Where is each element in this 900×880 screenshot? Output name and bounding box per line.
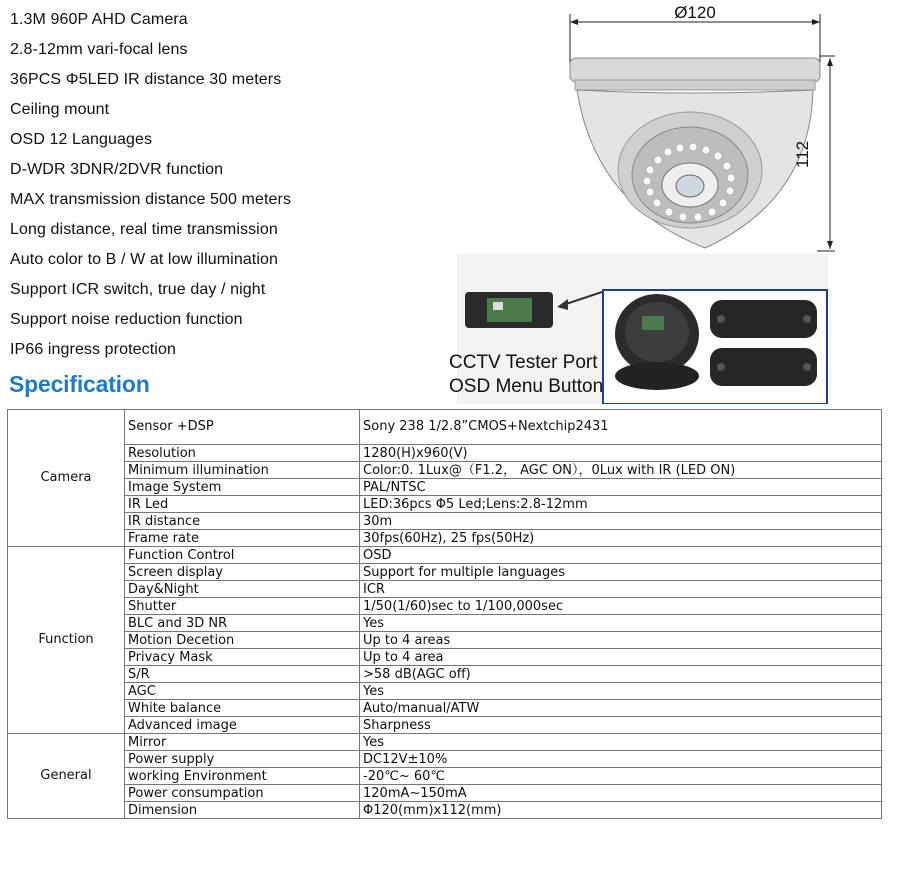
spec-row bbox=[8, 530, 882, 547]
photo-caption bbox=[449, 351, 603, 399]
spec-row bbox=[8, 564, 882, 581]
feature-item: Ceiling mount bbox=[10, 101, 110, 118]
spec-group-camera: Camera bbox=[8, 410, 125, 547]
specification-heading: Specification bbox=[9, 371, 150, 397]
camera-dimension-drawing bbox=[555, 0, 865, 255]
spec-row bbox=[8, 649, 882, 666]
feature-item: Support noise reduction function bbox=[10, 311, 243, 328]
spec-row bbox=[8, 581, 882, 598]
spec-parameter: Frame rate bbox=[125, 530, 360, 547]
spec-row bbox=[8, 683, 882, 700]
feature-list bbox=[10, 10, 430, 370]
feature-item: 1.3M 960P AHD Camera bbox=[10, 11, 188, 28]
spec-parameter: Motion Decetion bbox=[125, 632, 360, 649]
spec-row bbox=[8, 751, 882, 768]
spec-value: Auto/manual/ATW bbox=[360, 700, 882, 717]
spec-parameter: Advanced image bbox=[125, 717, 360, 734]
feature-item: D-WDR 3DNR/2DVR function bbox=[10, 161, 224, 178]
spec-row bbox=[8, 734, 882, 751]
spec-parameter: BLC and 3D NR bbox=[125, 615, 360, 632]
spec-value: 30fps(60Hz), 25 fps(50Hz) bbox=[360, 530, 882, 547]
spec-row bbox=[8, 598, 882, 615]
feature-item: Long distance, real time transmission bbox=[10, 221, 278, 238]
spec-group-general: General bbox=[8, 734, 125, 819]
spec-value: 120mA~150mA bbox=[360, 785, 882, 802]
spec-parameter: Image System bbox=[125, 479, 360, 496]
spec-value: Sharpness bbox=[360, 717, 882, 734]
spec-value: Up to 4 area bbox=[360, 649, 882, 666]
spec-value: OSD bbox=[360, 547, 882, 564]
spec-parameter: White balance bbox=[125, 700, 360, 717]
feature-item: IP66 ingress protection bbox=[10, 341, 176, 358]
caption-tester-port: CCTV Tester Port bbox=[449, 352, 598, 373]
spec-parameter: Minimum illumination bbox=[125, 462, 360, 479]
spec-value: >58 dB(AGC off) bbox=[360, 666, 882, 683]
feature-item: MAX transmission distance 500 meters bbox=[10, 191, 292, 208]
caption-osd-menu-button: OSD Menu Button bbox=[449, 376, 604, 397]
spec-parameter: S/R bbox=[125, 666, 360, 683]
height-label: 112 bbox=[793, 140, 812, 168]
feature-item: 2.8-12mm vari-focal lens bbox=[10, 41, 188, 58]
spec-row bbox=[8, 632, 882, 649]
spec-row bbox=[8, 717, 882, 734]
spec-value: 30m bbox=[360, 513, 882, 530]
spec-parameter: Day&Night bbox=[125, 581, 360, 598]
spec-value: PAL/NTSC bbox=[360, 479, 882, 496]
spec-row bbox=[8, 802, 882, 819]
spec-row bbox=[8, 410, 882, 445]
spec-row bbox=[8, 445, 882, 462]
spec-group-function: Function bbox=[8, 547, 125, 734]
dome-camera-diagram bbox=[555, 0, 865, 255]
spec-row bbox=[8, 496, 882, 513]
spec-value: Yes bbox=[360, 683, 882, 700]
spec-value: Support for multiple languages bbox=[360, 564, 882, 581]
spec-row bbox=[8, 785, 882, 802]
feature-item: 36PCS Φ5LED IR distance 30 meters bbox=[10, 71, 282, 88]
spec-row bbox=[8, 547, 882, 564]
spec-parameter: Function Control bbox=[125, 547, 360, 564]
spec-value: Φ120(mm)x112(mm) bbox=[360, 802, 882, 819]
spec-parameter: Power supply bbox=[125, 751, 360, 768]
spec-value: Up to 4 areas bbox=[360, 632, 882, 649]
spec-parameter: working Environment bbox=[125, 768, 360, 785]
spec-parameter: Mirror bbox=[125, 734, 360, 751]
spec-value: LED:36pcs Φ5 Led;Lens:2.8-12mm bbox=[360, 496, 882, 513]
spec-row bbox=[8, 700, 882, 717]
spec-value: ICR bbox=[360, 581, 882, 598]
spec-parameter: Dimension bbox=[125, 802, 360, 819]
spec-parameter: AGC bbox=[125, 683, 360, 700]
spec-row bbox=[8, 666, 882, 683]
spec-value: 1/50(1/60)sec to 1/100,000sec bbox=[360, 598, 882, 615]
spec-value: -20℃~ 60℃ bbox=[360, 768, 882, 785]
spec-parameter: IR Led bbox=[125, 496, 360, 513]
spec-row bbox=[8, 513, 882, 530]
spec-value: Sony 238 1/2.8”CMOS+Nextchip2431 bbox=[360, 410, 882, 445]
spec-parameter: Sensor +DSP bbox=[125, 410, 360, 445]
spec-value: Yes bbox=[360, 615, 882, 632]
spec-parameter: Shutter bbox=[125, 598, 360, 615]
spec-parameter: Resolution bbox=[125, 445, 360, 462]
spec-value: Color:0. 1Lux@（F1.2， AGC ON），0Lux with IR (LED ON) bbox=[360, 462, 882, 479]
spec-row bbox=[8, 768, 882, 785]
diameter-label: Ø120 bbox=[674, 3, 716, 22]
spec-parameter: Power consumpation bbox=[125, 785, 360, 802]
spec-row bbox=[8, 479, 882, 496]
feature-item: OSD 12 Languages bbox=[10, 131, 153, 148]
spec-value: DC12V±10% bbox=[360, 751, 882, 768]
spec-parameter: Privacy Mask bbox=[125, 649, 360, 666]
specification-table bbox=[7, 409, 882, 819]
feature-item: Auto color to B / W at low illumination bbox=[10, 251, 279, 268]
spec-parameter: Screen display bbox=[125, 564, 360, 581]
spec-row bbox=[8, 615, 882, 632]
feature-item: Support ICR switch, true day / night bbox=[10, 281, 266, 298]
spec-parameter: IR distance bbox=[125, 513, 360, 530]
spec-value: 1280(H)x960(V) bbox=[360, 445, 882, 462]
spec-value: Yes bbox=[360, 734, 882, 751]
spec-row bbox=[8, 462, 882, 479]
